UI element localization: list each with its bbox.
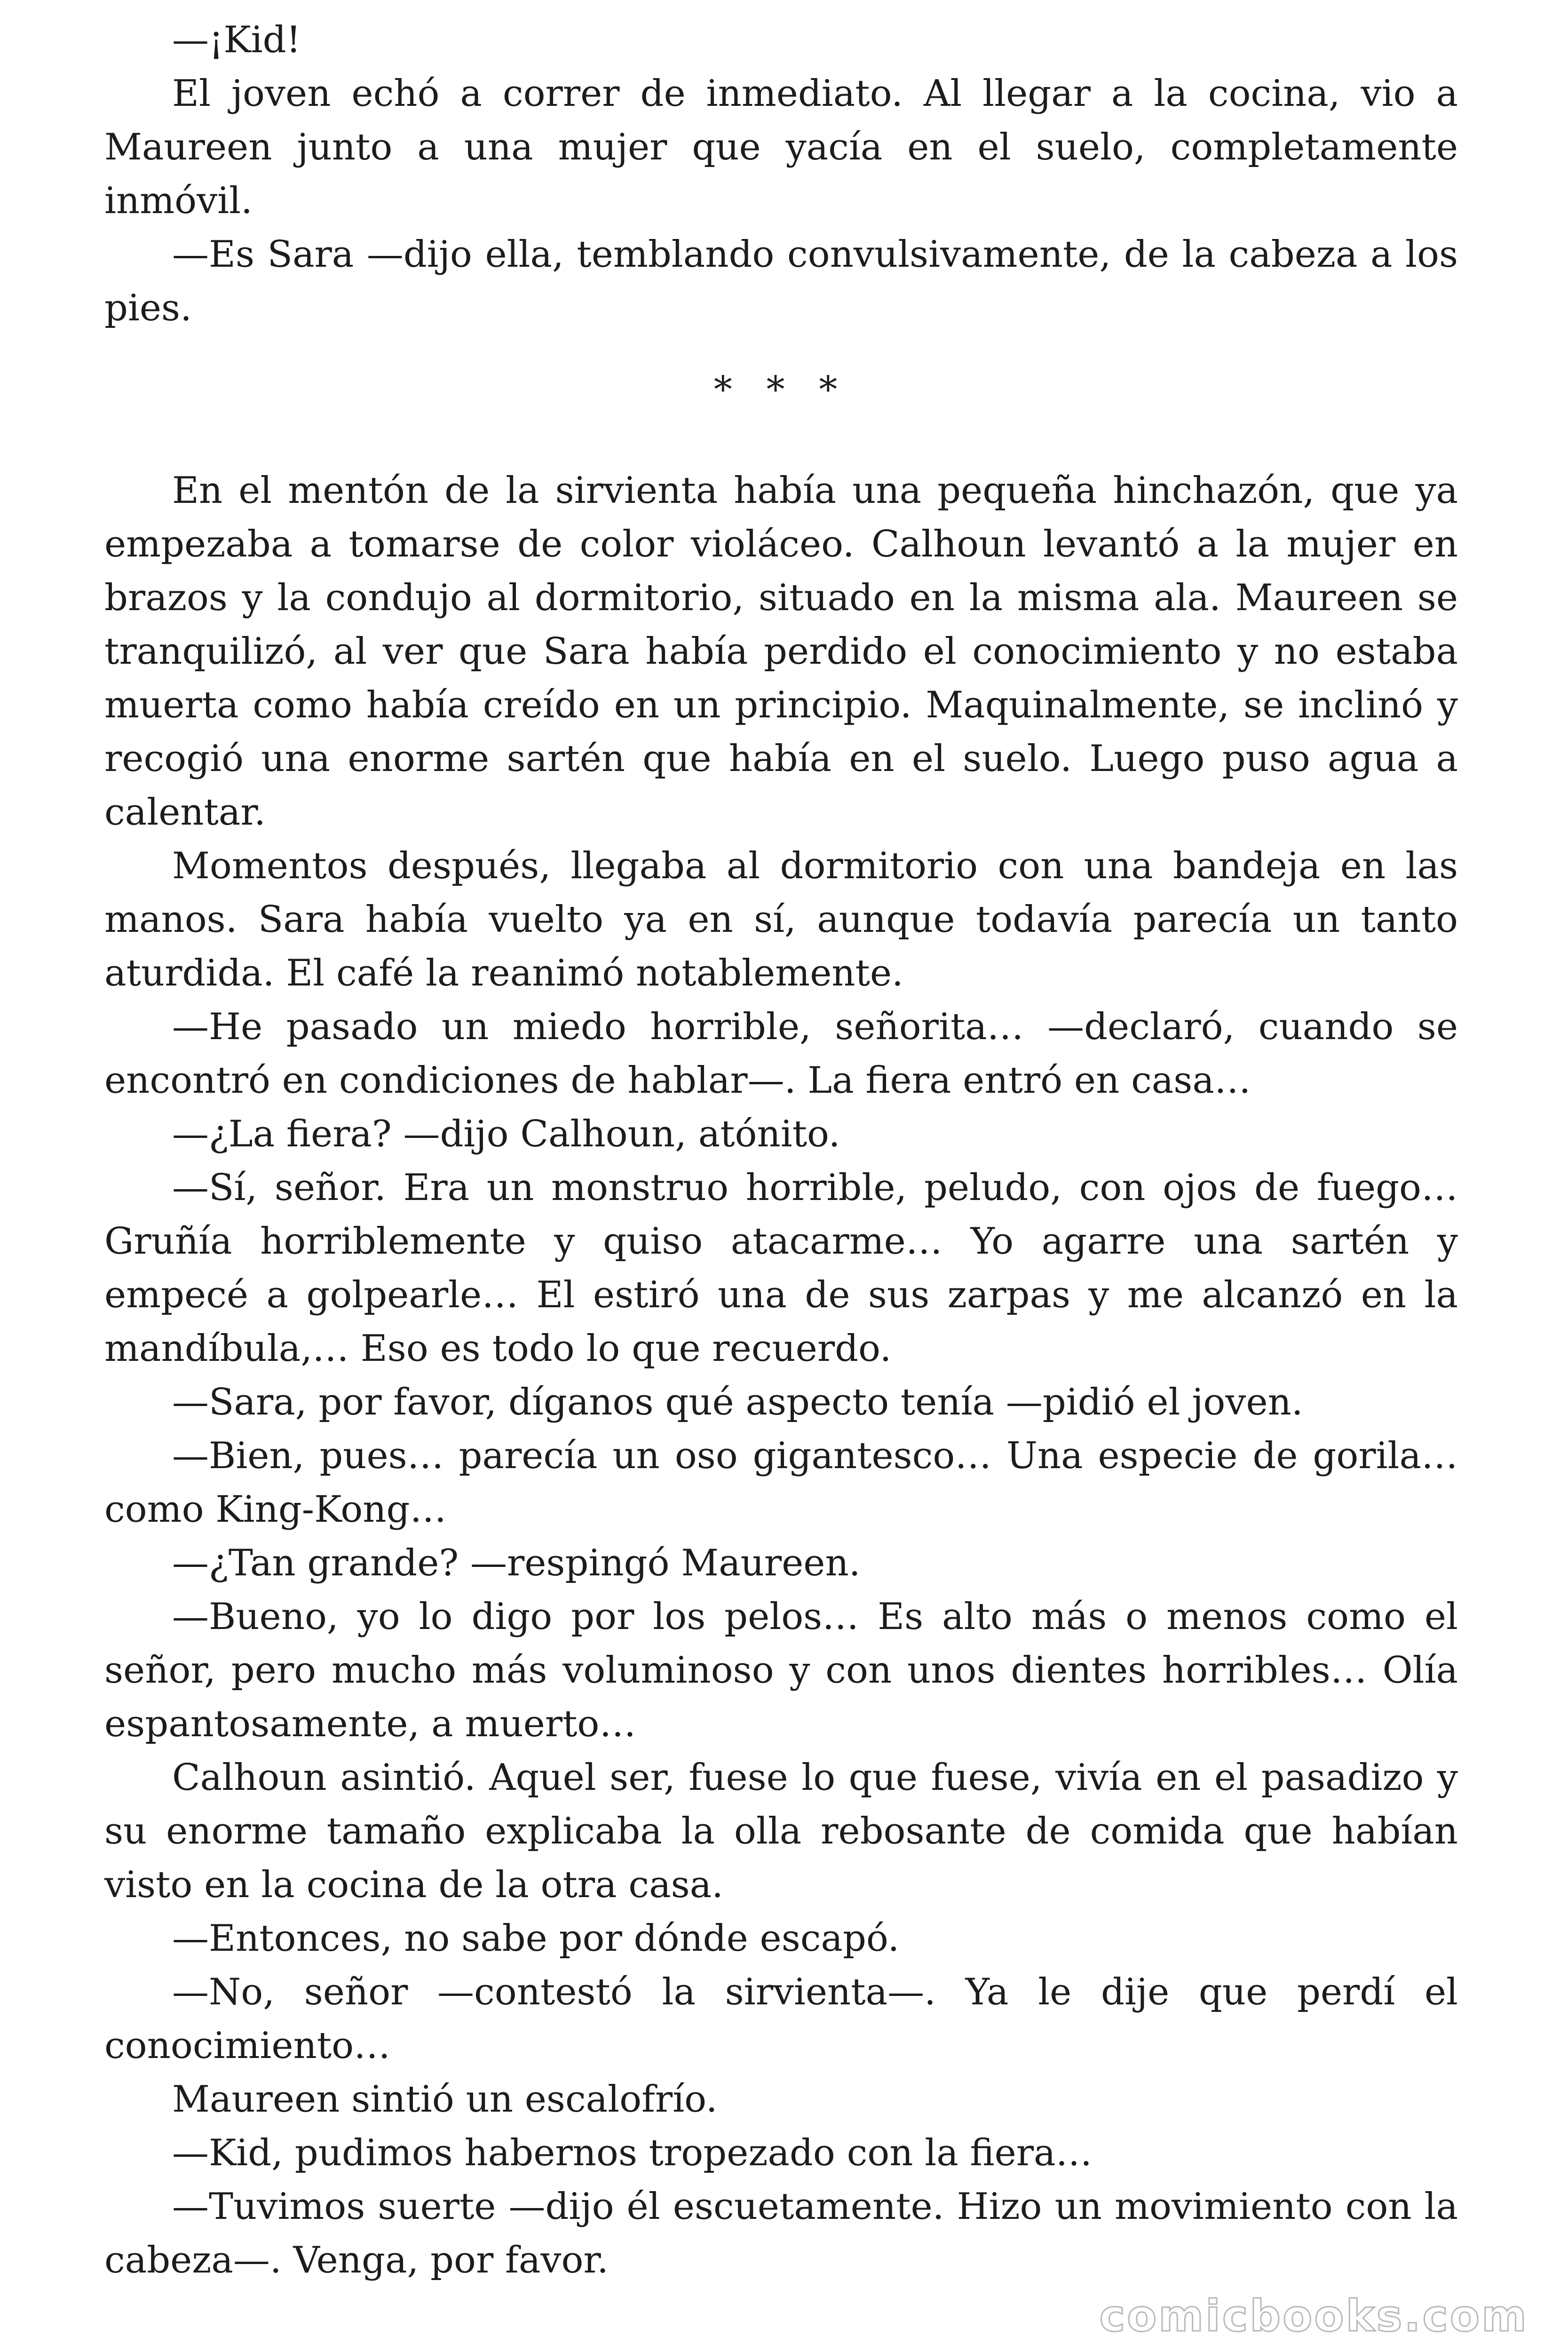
paragraph: —¿Tan grande? —respingó Maureen. <box>172 1542 861 1584</box>
paragraph: —Es Sara —dijo ella, temblando convulsivamente, de la cabeza a los pies. <box>104 233 1458 329</box>
paragraph: Maureen sintió un escalofrío. <box>172 2078 718 2121</box>
paragraph: —No, señor —contestó la sirvienta—. Ya le dije que perdí el conocimiento… <box>104 1971 1458 2067</box>
paragraph: —Sara, por favor, díganos qué aspecto tenía —pidió el joven. <box>172 1381 1303 1423</box>
paragraph: En el mentón de la sirvienta había una pequeña hinchazón, que ya empezaba a tomarse de color violáceo. Calhoun levantó a la mujer en brazos y la condujo al dormitorio, situado en la misma ala. Maureen se tranquilizó, al ver que Sara había perdido el conocimiento y no estaba muerta como había creído en un principio. Maquinalmente, se inclinó y recogió una enorme sartén que había en el suelo. Luego puso agua a calentar. <box>104 469 1458 834</box>
scene-break: * * * <box>713 369 849 411</box>
paragraph: —¿La fiera? —dijo Calhoun, atónito. <box>172 1113 840 1155</box>
body-text <box>104 13 1458 2287</box>
paragraph: —Sí, señor. Era un monstruo horrible, peludo, con ojos de fuego… Gruñía horriblemente y quiso atacarme… Yo agarre una sartén y empecé a golpearle… El estiró una de sus zarpas y me alcanzó en la mandíbula,… Eso es todo lo que recuerdo. <box>104 1167 1458 1370</box>
paragraph: —He pasado un miedo horrible, señorita… —declaró, cuando se encontró en condiciones de hablar—. La fiera entró en casa… <box>104 1006 1458 1102</box>
paragraph: —Tuvimos suerte —dijo él escuetamente. Hizo un movimiento con la cabeza—. Venga, por favor. <box>104 2185 1458 2281</box>
paragraph: —Entonces, no sabe por dónde escapó. <box>172 1917 900 1960</box>
paragraph: —¡Kid! <box>172 19 301 61</box>
paragraph: El joven echó a correr de inmediato. Al llegar a la cocina, vio a Maureen junto a una mujer que yacía en el suelo, completamente inmóvil. <box>104 72 1458 222</box>
watermark: comicbooks.com <box>1099 2291 1528 2341</box>
paragraph: —Kid, pudimos habernos tropezado con la fiera… <box>172 2132 1093 2174</box>
paragraph: Momentos después, llegaba al dormitorio con una bandeja en las manos. Sara había vuelto ya en sí, aunque todavía parecía un tanto aturdida. El café la reanimó notablemente. <box>104 845 1458 994</box>
paragraph: —Bueno, yo lo digo por los pelos… Es alto más o menos como el señor, pero mucho más voluminoso y con unos dientes horribles… Olía espantosamente, a muerto… <box>104 1596 1458 1745</box>
paragraph: —Bien, pues… parecía un oso gigantesco… Una especie de gorila… como King-Kong… <box>104 1435 1458 1531</box>
paragraph: Calhoun asintió. Aquel ser, fuese lo que fuese, vivía en el pasadizo y su enorme tamaño explicaba la olla rebosante de comida que habían visto en la cocina de la otra casa. <box>104 1756 1458 1906</box>
